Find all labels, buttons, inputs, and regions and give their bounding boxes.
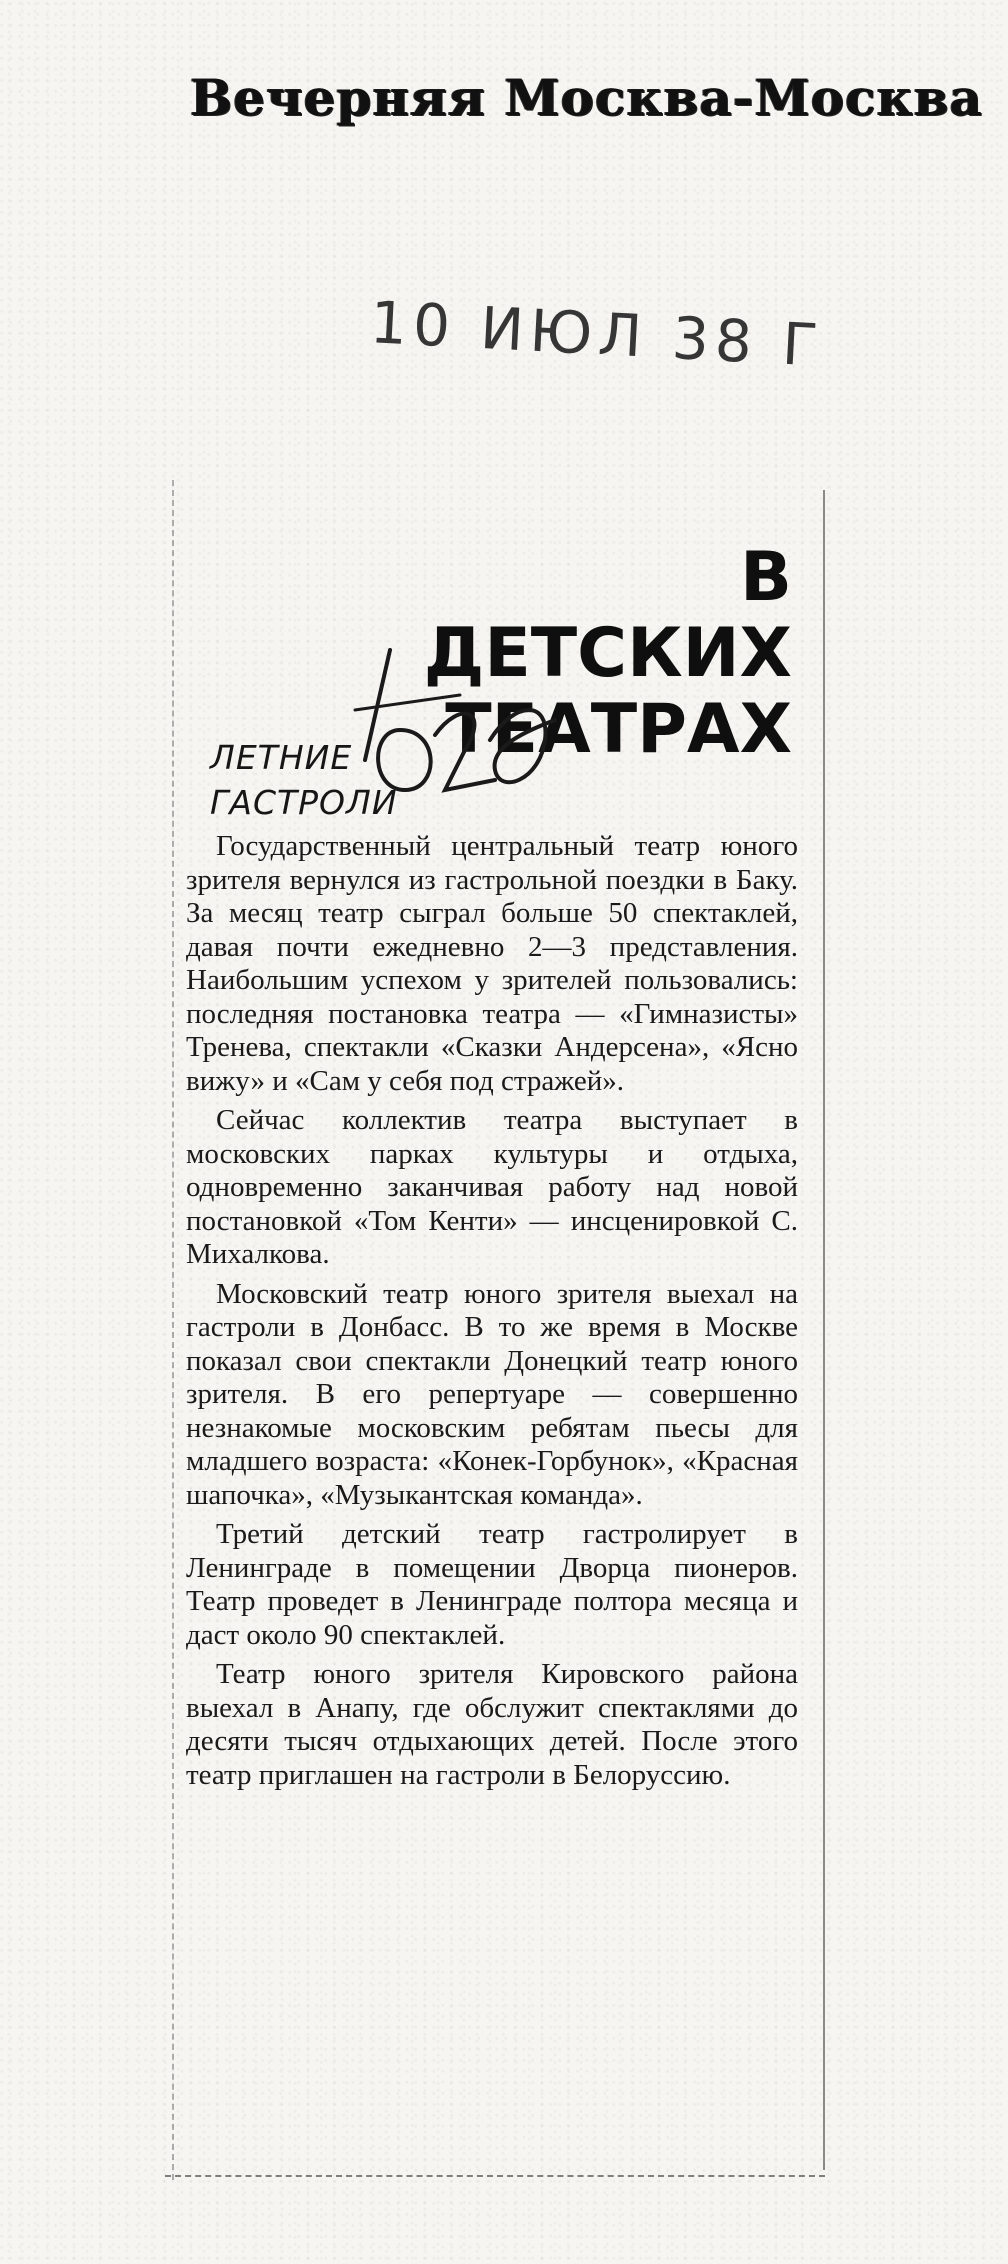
headline-line-1: В ДЕТСКИХ [423, 538, 792, 693]
article-paragraph: Государственный центральный театр юного зрителя вернулся из гастрольной поездки в Баку. За месяц театр сыграл больше 50 спектаклей, давая почти ежедневно 2—3 представления. Наибольшим успехом у зрителей пользовались: последняя постановка театра — «Гимназисты» Тренева, спектакли «Сказки Андерсена», «Ясно вижу» и «Сам у себя под стражей». [186, 830, 798, 1097]
date-stamp: 10 ИЮЛ 38 Г [368, 288, 826, 380]
headline-line-2: ТЕАТРАХ [445, 690, 792, 769]
clipping-right-edge [823, 490, 825, 2170]
clipping-bottom-edge [165, 2175, 825, 2177]
subhead-line-2: ГАСТРОЛИ [210, 783, 398, 822]
article-body [186, 830, 798, 1792]
article-paragraph: Третий детский театр гастролирует в Ленинграде в помещении Дворца пионеров. Театр проведет в Ленинграде полтора месяца и даст около 90 спектаклей. [186, 1518, 798, 1651]
article-paragraph: Театр юного зрителя Кировского района выехал в Анапу, где обслужит спектаклями до десяти тысяч отдыхающих детей. После этого театр приглашен на гастроли в Белоруссию. [186, 1658, 798, 1791]
article-paragraph: Сейчас коллектив театра выступает в московских парках культуры и отдыха, одновременно заканчивая работу над новой постановкой «Том Кенти» — инсценировкой С. Михалкова. [186, 1104, 798, 1270]
subhead-line-1: ЛЕТНИЕ [210, 738, 353, 777]
newspaper-masthead: Вечерняя Москва-Москва [190, 68, 983, 127]
article-paragraph: Московский театр юного зрителя выехал на гастроли в Донбасс. В то же время в Москве показал свои спектакли Донецкий театр юного зрителя. В его репертуаре — совершенно незнакомые московским ребятам пьесы для младшего возраста: «Конек-Горбунок», «Красная шапочка», «Музыкантская команда». [186, 1277, 798, 1511]
article-subhead [210, 735, 398, 825]
